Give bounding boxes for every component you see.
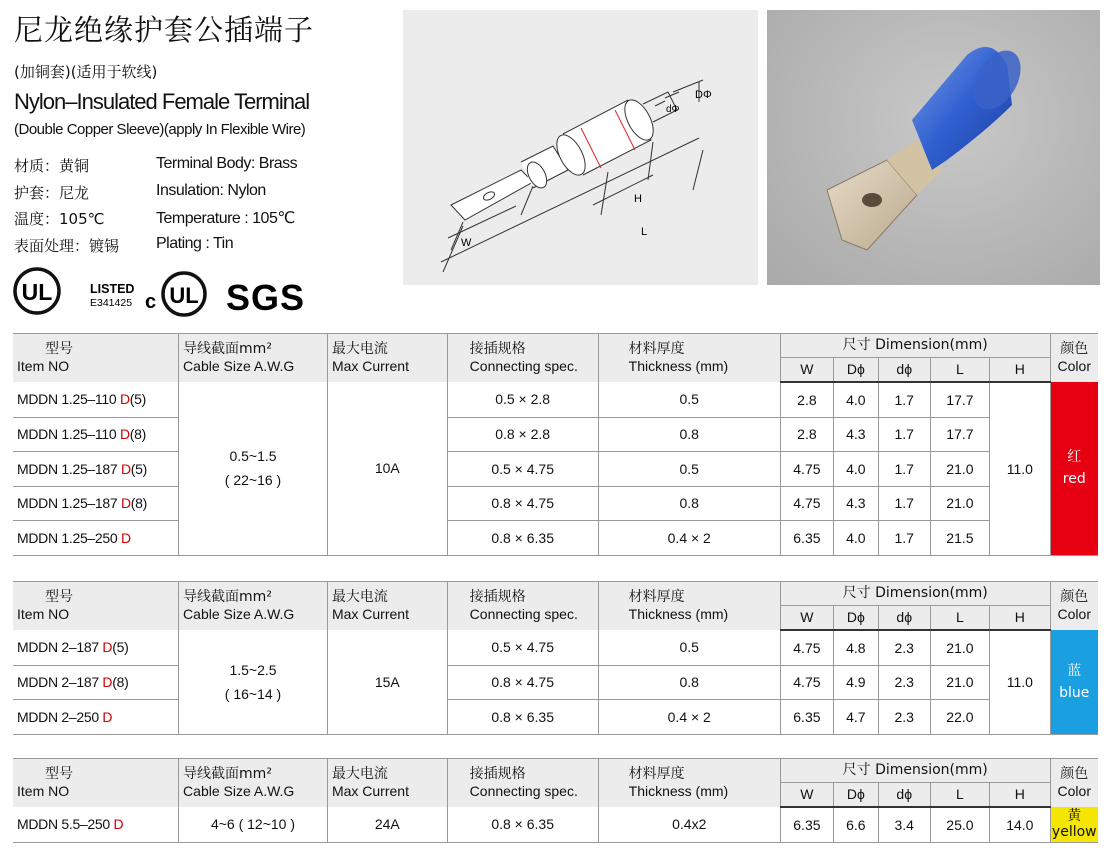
col-cable-size: 导线截面mm² Cable Size A.W.G bbox=[179, 582, 328, 631]
dim-l: 21.0 bbox=[930, 486, 989, 521]
table-row bbox=[13, 665, 1098, 700]
listed-label: LISTED bbox=[90, 282, 135, 296]
dim-d-outer: 6.6 bbox=[833, 807, 878, 842]
page-subtitle-cn: (加铜套)(适用于软线) bbox=[14, 63, 158, 81]
col-h: H bbox=[990, 358, 1050, 383]
dim-w: 4.75 bbox=[780, 452, 833, 487]
page-title-cn: 尼龙绝缘护套公插端子 bbox=[14, 13, 315, 47]
col-item-no: 型号 Item NO bbox=[13, 582, 179, 631]
col-w: W bbox=[780, 606, 833, 631]
cable-size: 0.5~1.5 ( 22~16 ) bbox=[179, 382, 328, 555]
col-thickness: 材料厚度 Thickness (mm) bbox=[598, 582, 780, 631]
dim-d-inner: 2.3 bbox=[878, 700, 930, 735]
thickness: 0.8 bbox=[598, 665, 780, 700]
col-d-outer: Dϕ bbox=[833, 606, 878, 631]
dim-d-outer: 4.9 bbox=[833, 665, 878, 700]
table-row bbox=[13, 382, 1098, 417]
dim-l: 21.0 bbox=[930, 452, 989, 487]
col-thickness: 材料厚度 Thickness (mm) bbox=[598, 334, 780, 383]
col-w: W bbox=[780, 358, 833, 383]
col-l: L bbox=[930, 358, 989, 383]
col-d-inner: dϕ bbox=[878, 358, 930, 383]
color-swatch-blue: 蓝 blue bbox=[1050, 630, 1098, 734]
col-w: W bbox=[780, 783, 833, 808]
max-current: 24A bbox=[327, 807, 447, 842]
terminal-technical-drawing bbox=[403, 10, 758, 285]
col-dimension: 尺寸 Dimension(mm) bbox=[780, 582, 1050, 606]
dim-h-label: H bbox=[634, 193, 642, 205]
dim-l: 22.0 bbox=[930, 700, 989, 735]
svg-text:UL: UL bbox=[169, 283, 199, 308]
dim-d-inner: 1.7 bbox=[878, 521, 930, 556]
table-row bbox=[13, 417, 1098, 452]
col-thickness: 材料厚度 Thickness (mm) bbox=[598, 759, 780, 808]
thickness: 0.5 bbox=[598, 630, 780, 665]
dim-w: 4.75 bbox=[780, 630, 833, 665]
col-cable-size: 导线截面mm² Cable Size A.W.G bbox=[179, 334, 328, 383]
col-item-no: 型号 Item NO bbox=[13, 334, 179, 383]
col-cable-size: 导线截面mm² Cable Size A.W.G bbox=[179, 759, 328, 808]
dim-d-outer: 4.0 bbox=[833, 452, 878, 487]
dim-dsmall-label: dΦ bbox=[666, 104, 680, 115]
spec-label-cn: 护套：尼龙 bbox=[14, 183, 90, 202]
cable-size: 1.5~2.5 ( 16~14 ) bbox=[179, 630, 328, 734]
col-item-no: 型号 Item NO bbox=[13, 759, 179, 808]
svg-text:UL: UL bbox=[21, 279, 53, 305]
item-no: MDDN 1.25–110 D(8) bbox=[13, 417, 179, 452]
col-d-outer: Dϕ bbox=[833, 358, 878, 383]
ul-logo bbox=[15, 269, 59, 313]
dim-d-outer: 4.0 bbox=[833, 521, 878, 556]
table-row bbox=[13, 630, 1098, 665]
col-h: H bbox=[990, 606, 1050, 631]
dim-l: 25.0 bbox=[930, 807, 989, 842]
dim-d-inner: 3.4 bbox=[878, 807, 930, 842]
table-row bbox=[13, 452, 1098, 487]
thickness: 0.8 bbox=[598, 486, 780, 521]
thickness: 0.4 × 2 bbox=[598, 700, 780, 735]
spec-table-2 bbox=[13, 581, 1098, 735]
table-row bbox=[13, 521, 1098, 556]
spec-label-en: Terminal Body: Brass bbox=[156, 155, 298, 172]
table-row bbox=[13, 807, 1098, 842]
item-no: MDDN 1.25–110 D(5) bbox=[13, 382, 179, 417]
col-connecting-spec: 接插规格 Connecting spec. bbox=[447, 334, 598, 383]
col-max-current: 最大电流 Max Current bbox=[327, 582, 447, 631]
col-d-inner: dϕ bbox=[878, 606, 930, 631]
dim-h: 11.0 bbox=[990, 382, 1050, 555]
item-no: MDDN 2–187 D(5) bbox=[13, 630, 179, 665]
spec-label-cn: 材质：黄铜 bbox=[14, 157, 90, 175]
col-dimension: 尺寸 Dimension(mm) bbox=[780, 334, 1050, 358]
color-swatch-yellow: 黄 yellow bbox=[1051, 808, 1097, 841]
page-title-en: Nylon–Insulated Female Terminal bbox=[14, 89, 310, 114]
spec-label-cn: 表面处理：镀锡 bbox=[14, 236, 120, 255]
col-l: L bbox=[930, 606, 989, 631]
col-h: H bbox=[990, 783, 1050, 808]
dim-l-label: L bbox=[641, 226, 648, 238]
cul-logo bbox=[163, 273, 205, 315]
item-no: MDDN 5.5–250 D bbox=[13, 807, 179, 842]
col-connecting-spec: 接插规格 Connecting spec. bbox=[447, 582, 598, 631]
dim-d-outer: 4.7 bbox=[833, 700, 878, 735]
certification-logos bbox=[10, 264, 310, 320]
dim-l: 17.7 bbox=[930, 382, 989, 417]
col-l: L bbox=[930, 783, 989, 808]
thickness: 0.4 × 2 bbox=[598, 521, 780, 556]
col-d-inner: dϕ bbox=[878, 783, 930, 808]
col-color: 颜色 Color bbox=[1050, 759, 1098, 808]
col-dimension: 尺寸 Dimension(mm) bbox=[780, 759, 1050, 783]
spec-table-3 bbox=[13, 758, 1098, 843]
connecting-spec: 0.8 × 2.8 bbox=[447, 417, 598, 452]
dim-h: 11.0 bbox=[990, 630, 1050, 734]
connecting-spec: 0.8 × 6.35 bbox=[447, 700, 598, 735]
col-max-current: 最大电流 Max Current bbox=[327, 759, 447, 808]
page-subtitle-en: (Double Copper Sleeve)(apply In Flexible Wire) bbox=[14, 121, 306, 138]
max-current: 15A bbox=[327, 630, 447, 734]
connecting-spec: 0.8 × 4.75 bbox=[447, 665, 598, 700]
dim-w: 4.75 bbox=[780, 486, 833, 521]
item-no: MDDN 1.25–250 D bbox=[13, 521, 179, 556]
dim-w: 6.35 bbox=[780, 521, 833, 556]
item-no: MDDN 1.25–187 D(8) bbox=[13, 486, 179, 521]
thickness: 0.4x2 bbox=[598, 807, 780, 842]
dim-l: 17.7 bbox=[930, 417, 989, 452]
dim-d-inner: 2.3 bbox=[878, 630, 930, 665]
dim-w: 4.75 bbox=[780, 665, 833, 700]
dim-w-label: W bbox=[461, 237, 472, 249]
dim-d-outer: 4.3 bbox=[833, 486, 878, 521]
spec-label-en: Temperature : 105℃ bbox=[156, 210, 295, 227]
dim-w: 6.35 bbox=[780, 807, 833, 842]
connecting-spec: 0.5 × 4.75 bbox=[447, 452, 598, 487]
listed-code: E341425 bbox=[90, 297, 133, 309]
connecting-spec: 0.8 × 4.75 bbox=[447, 486, 598, 521]
spec-table-1 bbox=[13, 333, 1098, 556]
dim-l: 21.0 bbox=[930, 630, 989, 665]
color-swatch-red: 红 red bbox=[1050, 382, 1098, 555]
terminal-product-photo bbox=[767, 10, 1100, 285]
connecting-spec: 0.5 × 2.8 bbox=[447, 382, 598, 417]
col-d-outer: Dϕ bbox=[833, 783, 878, 808]
item-no: MDDN 1.25–187 D(5) bbox=[13, 452, 179, 487]
item-no: MDDN 2–187 D(8) bbox=[13, 665, 179, 700]
dim-d-outer: 4.0 bbox=[833, 382, 878, 417]
dim-w: 6.35 bbox=[780, 700, 833, 735]
dim-d-inner: 1.7 bbox=[878, 417, 930, 452]
connecting-spec: 0.8 × 6.35 bbox=[447, 521, 598, 556]
spec-label-cn: 温度：105℃ bbox=[14, 210, 105, 228]
dim-d-inner: 2.3 bbox=[878, 665, 930, 700]
connecting-spec: 0.5 × 4.75 bbox=[447, 630, 598, 665]
table-row bbox=[13, 486, 1098, 521]
col-max-current: 最大电流 Max Current bbox=[327, 334, 447, 383]
col-connecting-spec: 接插规格 Connecting spec. bbox=[447, 759, 598, 808]
c-mark: c bbox=[145, 291, 157, 313]
cable-size: 4~6 ( 12~10 ) bbox=[179, 807, 328, 842]
dim-dphi-label: DΦ bbox=[695, 89, 712, 101]
sgs-logo: SGS bbox=[226, 277, 306, 318]
connecting-spec: 0.8 × 6.35 bbox=[447, 807, 598, 842]
dim-d-inner: 1.7 bbox=[878, 452, 930, 487]
max-current: 10A bbox=[327, 382, 447, 555]
table-row bbox=[13, 700, 1098, 735]
thickness: 0.5 bbox=[598, 452, 780, 487]
dim-l: 21.5 bbox=[930, 521, 989, 556]
spec-label-en: Plating : Tin bbox=[156, 234, 234, 252]
dim-d-inner: 1.7 bbox=[878, 486, 930, 521]
dim-d-outer: 4.8 bbox=[833, 630, 878, 665]
dim-d-outer: 4.3 bbox=[833, 417, 878, 452]
item-no: MDDN 2–250 D bbox=[13, 700, 179, 735]
dim-w: 2.8 bbox=[780, 417, 833, 452]
dim-l: 21.0 bbox=[930, 665, 989, 700]
dim-w: 2.8 bbox=[780, 382, 833, 417]
col-color: 颜色 Color bbox=[1050, 334, 1098, 383]
col-color: 颜色 Color bbox=[1050, 582, 1098, 631]
thickness: 0.8 bbox=[598, 417, 780, 452]
dim-h: 14.0 bbox=[990, 807, 1050, 842]
dim-d-inner: 1.7 bbox=[878, 382, 930, 417]
spec-label-en: Insulation: Nylon bbox=[156, 181, 266, 199]
thickness: 0.5 bbox=[598, 382, 780, 417]
